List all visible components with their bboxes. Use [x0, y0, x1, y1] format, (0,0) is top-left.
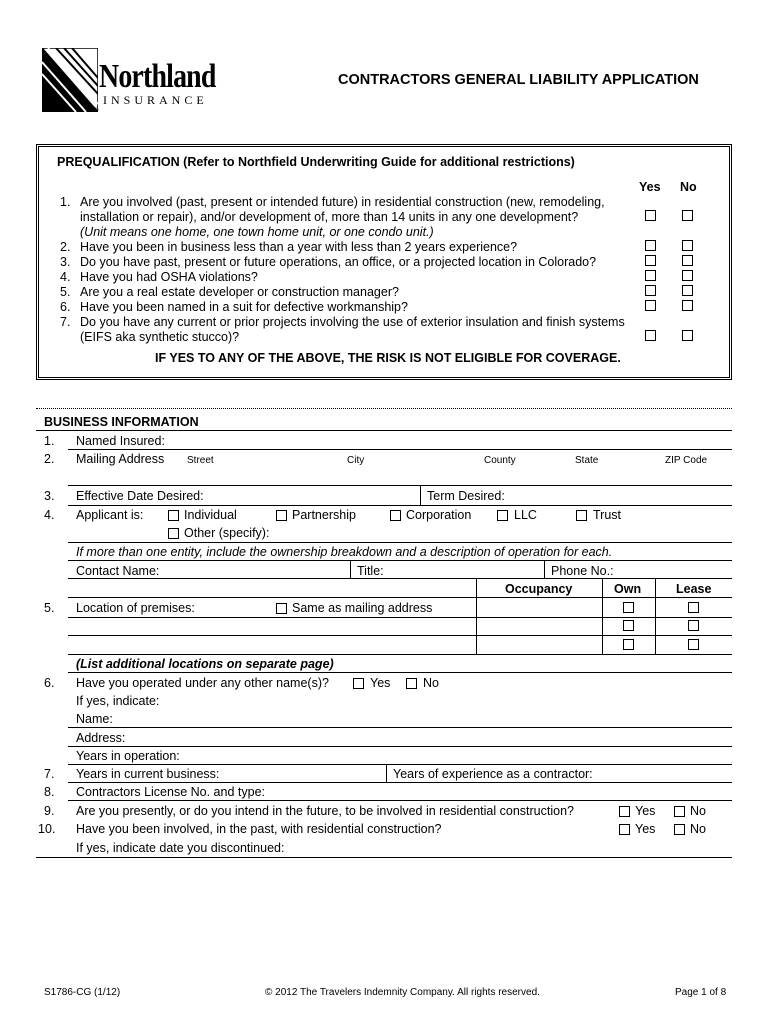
rule [602, 578, 603, 654]
rule [68, 449, 732, 450]
row-number: 6. [44, 676, 55, 690]
location-label: Location of premises: [76, 601, 195, 615]
rule [68, 764, 732, 765]
rule [68, 617, 732, 618]
q10-yes-checkbox[interactable] [619, 824, 630, 835]
q2-yes-checkbox[interactable] [645, 240, 656, 251]
ineligible-warning: IF YES TO ANY OF THE ABOVE, THE RISK IS NOT ELIGIBLE FOR COVERAGE. [155, 351, 621, 365]
rule [386, 764, 387, 782]
q-text: Are you a real estate developer or construction manager? [80, 285, 399, 299]
yes-label: Yes [635, 804, 656, 818]
no-label: No [423, 676, 439, 690]
rule [68, 727, 732, 728]
rule [655, 578, 656, 654]
form-title: CONTRACTORS GENERAL LIABILITY APPLICATION [338, 72, 699, 88]
other-checkbox[interactable] [168, 528, 179, 539]
row-number: 10. [38, 822, 56, 836]
rule [36, 857, 732, 858]
q10-no-checkbox[interactable] [674, 824, 685, 835]
years-operation-label: Years in operation: [76, 749, 180, 763]
q4-no-checkbox[interactable] [682, 270, 693, 281]
registered-mark: ® [94, 108, 99, 114]
row-number: 2. [44, 452, 55, 466]
own-checkbox-3[interactable] [623, 639, 634, 650]
llc-label: LLC [514, 508, 537, 522]
dotted-divider [36, 408, 732, 409]
own-checkbox-1[interactable] [623, 602, 634, 613]
q-text: Have you been named in a suit for defective workmanship? [80, 300, 408, 314]
mailing-address-label: Mailing Address [76, 452, 165, 466]
rule [68, 672, 732, 673]
street-label: Street [187, 455, 214, 466]
lease-header: Lease [676, 582, 712, 596]
q9-no-checkbox[interactable] [674, 806, 685, 817]
rule [68, 746, 732, 747]
q3-no-checkbox[interactable] [682, 255, 693, 266]
yes-column-label: Yes [639, 180, 661, 194]
partnership-label: Partnership [292, 508, 356, 522]
q-text: (EIFS aka synthetic stucco)? [80, 330, 240, 344]
individual-checkbox[interactable] [168, 510, 179, 521]
page-number: Page 1 of 8 [675, 987, 727, 998]
q10-label: Have you been involved, in the past, with residential construction? [76, 822, 442, 836]
northland-logo-mark [42, 48, 98, 112]
lease-checkbox-2[interactable] [688, 620, 699, 631]
ownership-note: If more than one entity, include the ownership breakdown and a description of operation for each. [76, 545, 613, 559]
row-number: 5. [44, 601, 55, 615]
discontinued-label: If yes, indicate date you discontinued: [76, 841, 285, 855]
lease-checkbox-3[interactable] [688, 639, 699, 650]
q9-yes-checkbox[interactable] [619, 806, 630, 817]
corporation-label: Corporation [406, 508, 472, 522]
q-text: Have you been in business less than a year with less than 2 years experience? [80, 240, 518, 254]
row-number: 8. [44, 785, 55, 799]
rule [68, 560, 732, 561]
city-label: City [347, 455, 365, 466]
same-as-mailing-checkbox[interactable] [276, 603, 287, 614]
row-number: 7. [44, 767, 55, 781]
row-number: 1. [44, 434, 55, 448]
trust-checkbox[interactable] [576, 510, 587, 521]
rule [68, 635, 732, 636]
q-number: 6. [60, 300, 71, 314]
rule [68, 654, 732, 655]
other-address-label: Address: [76, 731, 126, 745]
form-id: S1786-CG (1/12) [44, 987, 121, 998]
q-text: Do you have past, present or future operations, an office, or a projected location in Colorado? [80, 255, 597, 269]
q-number: 2. [60, 240, 71, 254]
rule [68, 485, 732, 486]
copyright: © 2012 The Travelers Indemnity Company. All rights reserved. [265, 987, 540, 998]
llc-checkbox[interactable] [497, 510, 508, 521]
q-number: 1. [60, 195, 71, 209]
q7-no-checkbox[interactable] [682, 330, 693, 341]
license-label: Contractors License No. and type: [76, 785, 265, 799]
rule [68, 597, 732, 598]
other-label: Other (specify): [184, 526, 270, 540]
q3-yes-checkbox[interactable] [645, 255, 656, 266]
row-number: 9. [44, 804, 55, 818]
individual-label: Individual [184, 508, 237, 522]
q-note: (Unit means one home, one town home unit, or one condo unit.) [80, 225, 434, 239]
q4-yes-checkbox[interactable] [645, 270, 656, 281]
yes-label: Yes [370, 676, 391, 690]
q-number: 4. [60, 270, 71, 284]
q5-no-checkbox[interactable] [682, 285, 693, 296]
logo-subtitle: INSURANCE [103, 93, 208, 107]
rule [350, 560, 351, 578]
rule [544, 560, 545, 578]
q7-yes-checkbox[interactable] [645, 330, 656, 341]
other-names-label: Have you operated under any other name(s)? [76, 676, 329, 690]
other-names-yes-checkbox[interactable] [353, 678, 364, 689]
occupancy-header: Occupancy [505, 582, 573, 596]
rule [68, 542, 732, 543]
same-as-mailing-label: Same as mailing address [292, 601, 433, 615]
rule [68, 782, 732, 783]
business-info-heading: BUSINESS INFORMATION [44, 415, 199, 429]
prequal-heading: PREQUALIFICATION (Refer to Northfield Underwriting Guide for additional restrictions) [57, 155, 575, 169]
q-number: 7. [60, 315, 71, 329]
q1-no-checkbox[interactable] [682, 210, 693, 221]
named-insured-label: Named Insured: [76, 434, 165, 448]
q6-no-checkbox[interactable] [682, 300, 693, 311]
q2-no-checkbox[interactable] [682, 240, 693, 251]
no-column-label: No [680, 180, 697, 194]
state-label: State [575, 455, 599, 466]
rule [420, 485, 421, 505]
phone-label: Phone No.: [551, 564, 614, 578]
own-checkbox-2[interactable] [623, 620, 634, 631]
if-yes-indicate-label: If yes, indicate: [76, 694, 160, 708]
title-label: Title: [357, 564, 384, 578]
trust-label: Trust [593, 508, 622, 522]
logo-name: Northland [99, 58, 216, 95]
q-text: Do you have any current or prior projects involving the use of exterior insulation and finish systems [80, 315, 625, 329]
own-header: Own [614, 582, 642, 596]
other-name-label: Name: [76, 712, 113, 726]
q9-label: Are you presently, or do you intend in the future, to be involved in residential construction? [76, 804, 574, 818]
years-experience-label: Years of experience as a contractor: [393, 767, 593, 781]
other-names-no-checkbox[interactable] [406, 678, 417, 689]
zip-label: ZIP Code [665, 455, 708, 466]
applicant-is-label: Applicant is: [76, 508, 144, 522]
yes-label: Yes [635, 822, 656, 836]
rule [68, 505, 732, 506]
rule [68, 800, 732, 801]
q-number: 5. [60, 285, 71, 299]
row-number: 3. [44, 489, 55, 503]
term-desired-label: Term Desired: [427, 489, 505, 503]
years-current-label: Years in current business: [76, 767, 220, 781]
partnership-checkbox[interactable] [276, 510, 287, 521]
rule [68, 578, 732, 579]
additional-locations-note: (List additional locations on separate page) [76, 657, 334, 671]
q6-yes-checkbox[interactable] [645, 300, 656, 311]
contact-name-label: Contact Name: [76, 564, 160, 578]
no-label: No [690, 804, 706, 818]
rule [36, 430, 732, 431]
q5-yes-checkbox[interactable] [645, 285, 656, 296]
q-text: installation or repair), and/or development of, more than 14 units in any one development? [80, 210, 579, 224]
no-label: No [690, 822, 706, 836]
q-text: Are you involved (past, present or intended future) in residential construction (new, remodeling, [80, 195, 605, 209]
lease-checkbox-1[interactable] [688, 602, 699, 613]
q1-yes-checkbox[interactable] [645, 210, 656, 221]
corporation-checkbox[interactable] [390, 510, 401, 521]
county-label: County [484, 455, 516, 466]
q-number: 3. [60, 255, 71, 269]
q-text: Have you had OSHA violations? [80, 270, 258, 284]
rule [476, 578, 477, 654]
row-number: 4. [44, 508, 55, 522]
effective-date-label: Effective Date Desired: [76, 489, 204, 503]
